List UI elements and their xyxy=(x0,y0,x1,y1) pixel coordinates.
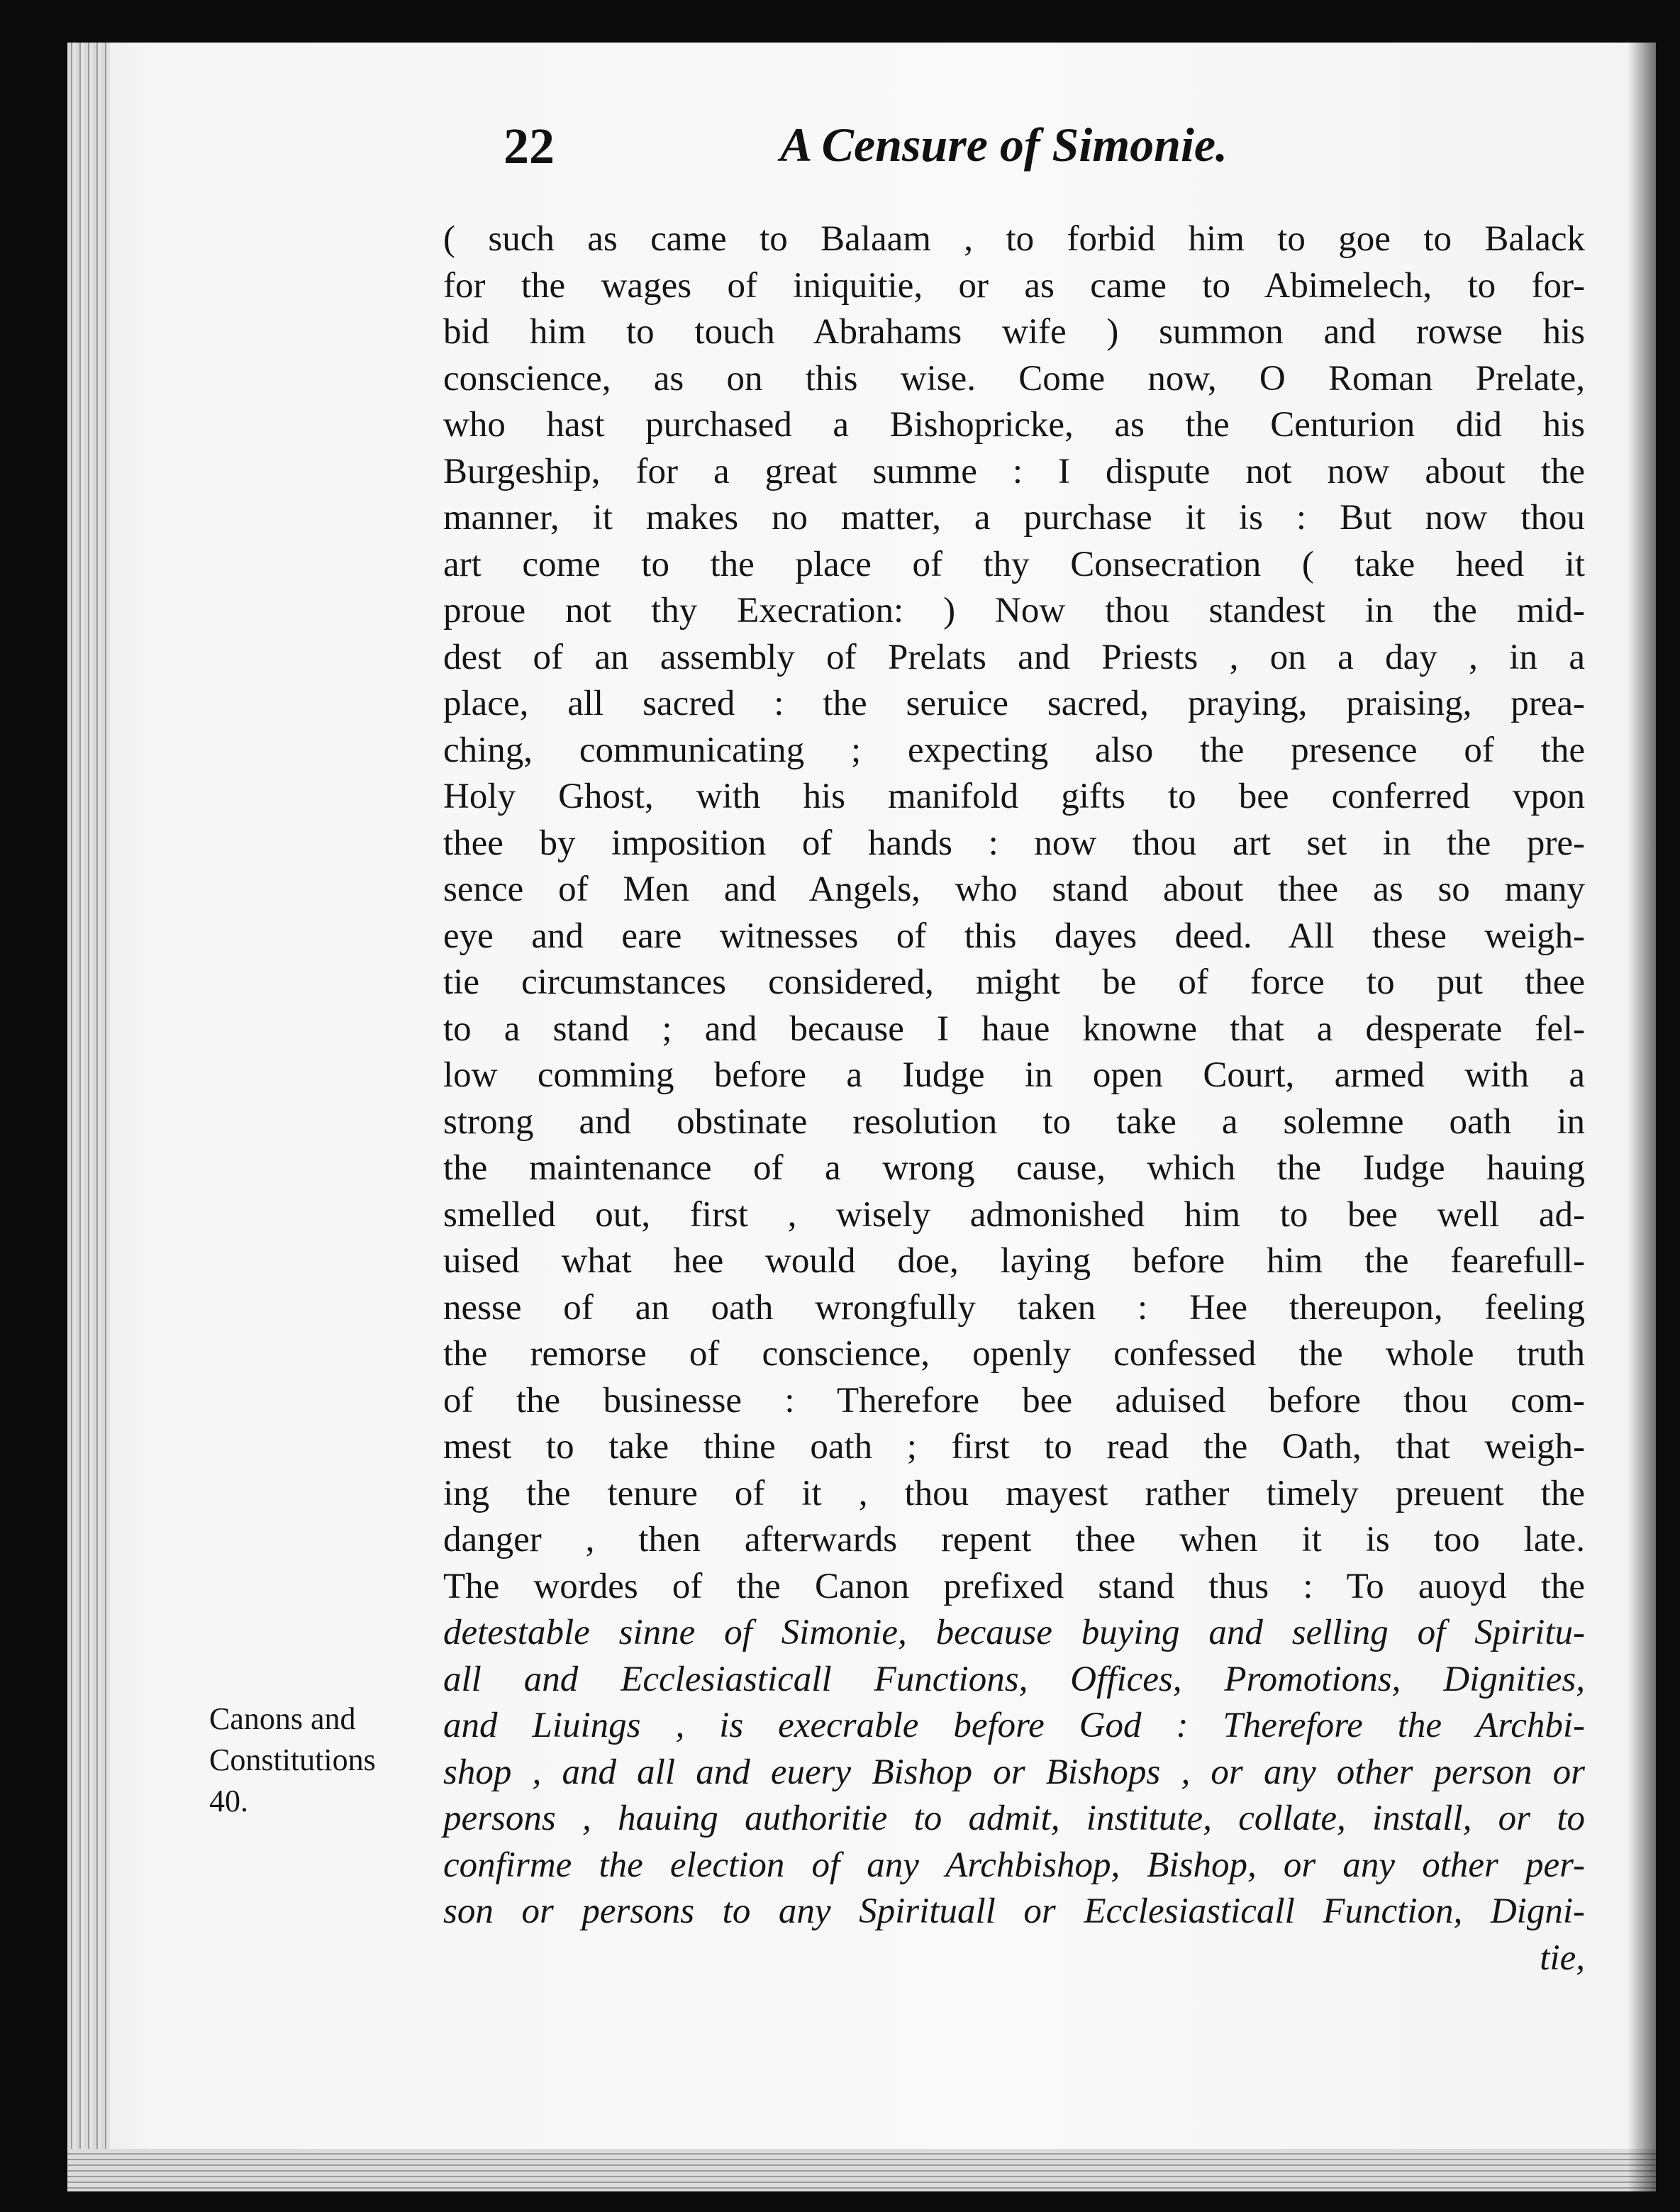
text-line: detestable sinne of Simonie, because buying and selling of Spiritu- xyxy=(443,1613,1585,1652)
text-line: danger , then afterwards repent thee when it is too late. xyxy=(443,1520,1585,1560)
text-line: son or persons to any Spirituall or Ecclesiasticall Function, Digni- xyxy=(443,1891,1585,1931)
running-title: A Censure of Simonie. xyxy=(780,118,1228,172)
text-line: and Liuings , is execrable before God : Therefore the Archbi- xyxy=(443,1706,1585,1745)
text-line: strong and obstinate resolution to take a solemne oath in xyxy=(443,1101,1585,1142)
text-line: the remorse of conscience, openly confessed the whole truth xyxy=(443,1334,1585,1374)
text-line: all and Ecclesiasticall Functions, Offices, Promotions, Dignities, xyxy=(443,1659,1585,1699)
text-line: nesse of an oath wrongfully taken : Hee thereupon, feeling xyxy=(443,1287,1585,1328)
text-line: Holy Ghost, with his manifold gifts to bee conferred vpon xyxy=(443,777,1585,816)
catchword: tie, xyxy=(1540,1938,1585,1978)
text-line: art come to the place of thy Consecration ( take heed it xyxy=(443,544,1585,584)
text-line: The wordes of the Canon prefixed stand thus : To auoyd the xyxy=(443,1566,1585,1606)
text-line: proue not thy Execration: ) Now thou standest in the mid- xyxy=(443,591,1585,630)
text-line: the maintenance of a wrong cause, which the Iudge hauing xyxy=(443,1148,1585,1188)
text-line: confirme the election of any Archbishop, Bishop, or any other per- xyxy=(443,1845,1585,1885)
text-line: thee by imposition of hands : now thou art set in the pre- xyxy=(443,823,1585,863)
text-line: ( such as came to Balaam , to forbid him to goe to Balack xyxy=(443,219,1585,259)
page-edges-left xyxy=(67,43,110,2191)
margin-note xyxy=(209,1699,443,1822)
text-line: smelled out, first , wisely admonished him to bee well ad- xyxy=(443,1194,1585,1235)
text-line: bid him to touch Abrahams wife ) summon and rowse his xyxy=(443,312,1585,352)
margin-note-line: Constitutions xyxy=(209,1743,376,1777)
text-line: Burgeship, for a great summe : I dispute not now about the xyxy=(443,451,1585,491)
gutter-shadow xyxy=(1628,43,1656,2191)
text-line: ching, communicating ; expecting also the presence of the xyxy=(443,730,1585,770)
page-edges-bottom xyxy=(67,2149,1656,2191)
text-line: persons , hauing authoritie to admit, institute, collate, install, or to xyxy=(443,1799,1585,1838)
text-line: of the businesse : Therefore bee aduised before thou com- xyxy=(443,1380,1585,1421)
text-line: manner, it makes no matter, a purchase it is : But now thou xyxy=(443,498,1585,538)
text-line: to a stand ; and because I haue knowne that a desperate fel- xyxy=(443,1008,1585,1049)
margin-note-line: 40. xyxy=(209,1784,248,1818)
margin-note-line: Canons and xyxy=(209,1701,356,1736)
text-line: conscience, as on this wise. Come now, O Roman Prelate, xyxy=(443,358,1585,399)
text-line: tie circumstances considered, might be of force to put thee xyxy=(443,962,1585,1002)
text-line: mest to take thine oath ; first to read the Oath, that weigh- xyxy=(443,1427,1585,1467)
page-header xyxy=(447,110,1567,195)
text-line: dest of an assembly of Prelats and Priests , on a day , in a xyxy=(443,637,1585,677)
text-line: place, all sacred : the seruice sacred, praying, praising, prea- xyxy=(443,684,1585,723)
text-line: uised what hee would doe, laying before him the fearefull- xyxy=(443,1241,1585,1281)
text-line: who hast purchased a Bishopricke, as the Centurion did his xyxy=(443,405,1585,445)
text-line: sence of Men and Angels, who stand about thee as so many xyxy=(443,869,1585,909)
text-line: low comming before a Iudge in open Court, armed with a xyxy=(443,1055,1585,1095)
text-line: ing the tenure of it , thou mayest rather timely preuent the xyxy=(443,1473,1585,1513)
text-line: eye and eare witnesses of this dayes deed. All these weigh- xyxy=(443,916,1585,956)
page-number: 22 xyxy=(504,118,555,174)
text-line: for the wages of iniquitie, or as came to Abimelech, to for- xyxy=(443,265,1585,306)
body-text xyxy=(443,216,1585,1982)
book-page xyxy=(67,43,1656,2191)
text-line: shop , and all and euery Bishop or Bishops , or any other person or xyxy=(443,1752,1585,1792)
